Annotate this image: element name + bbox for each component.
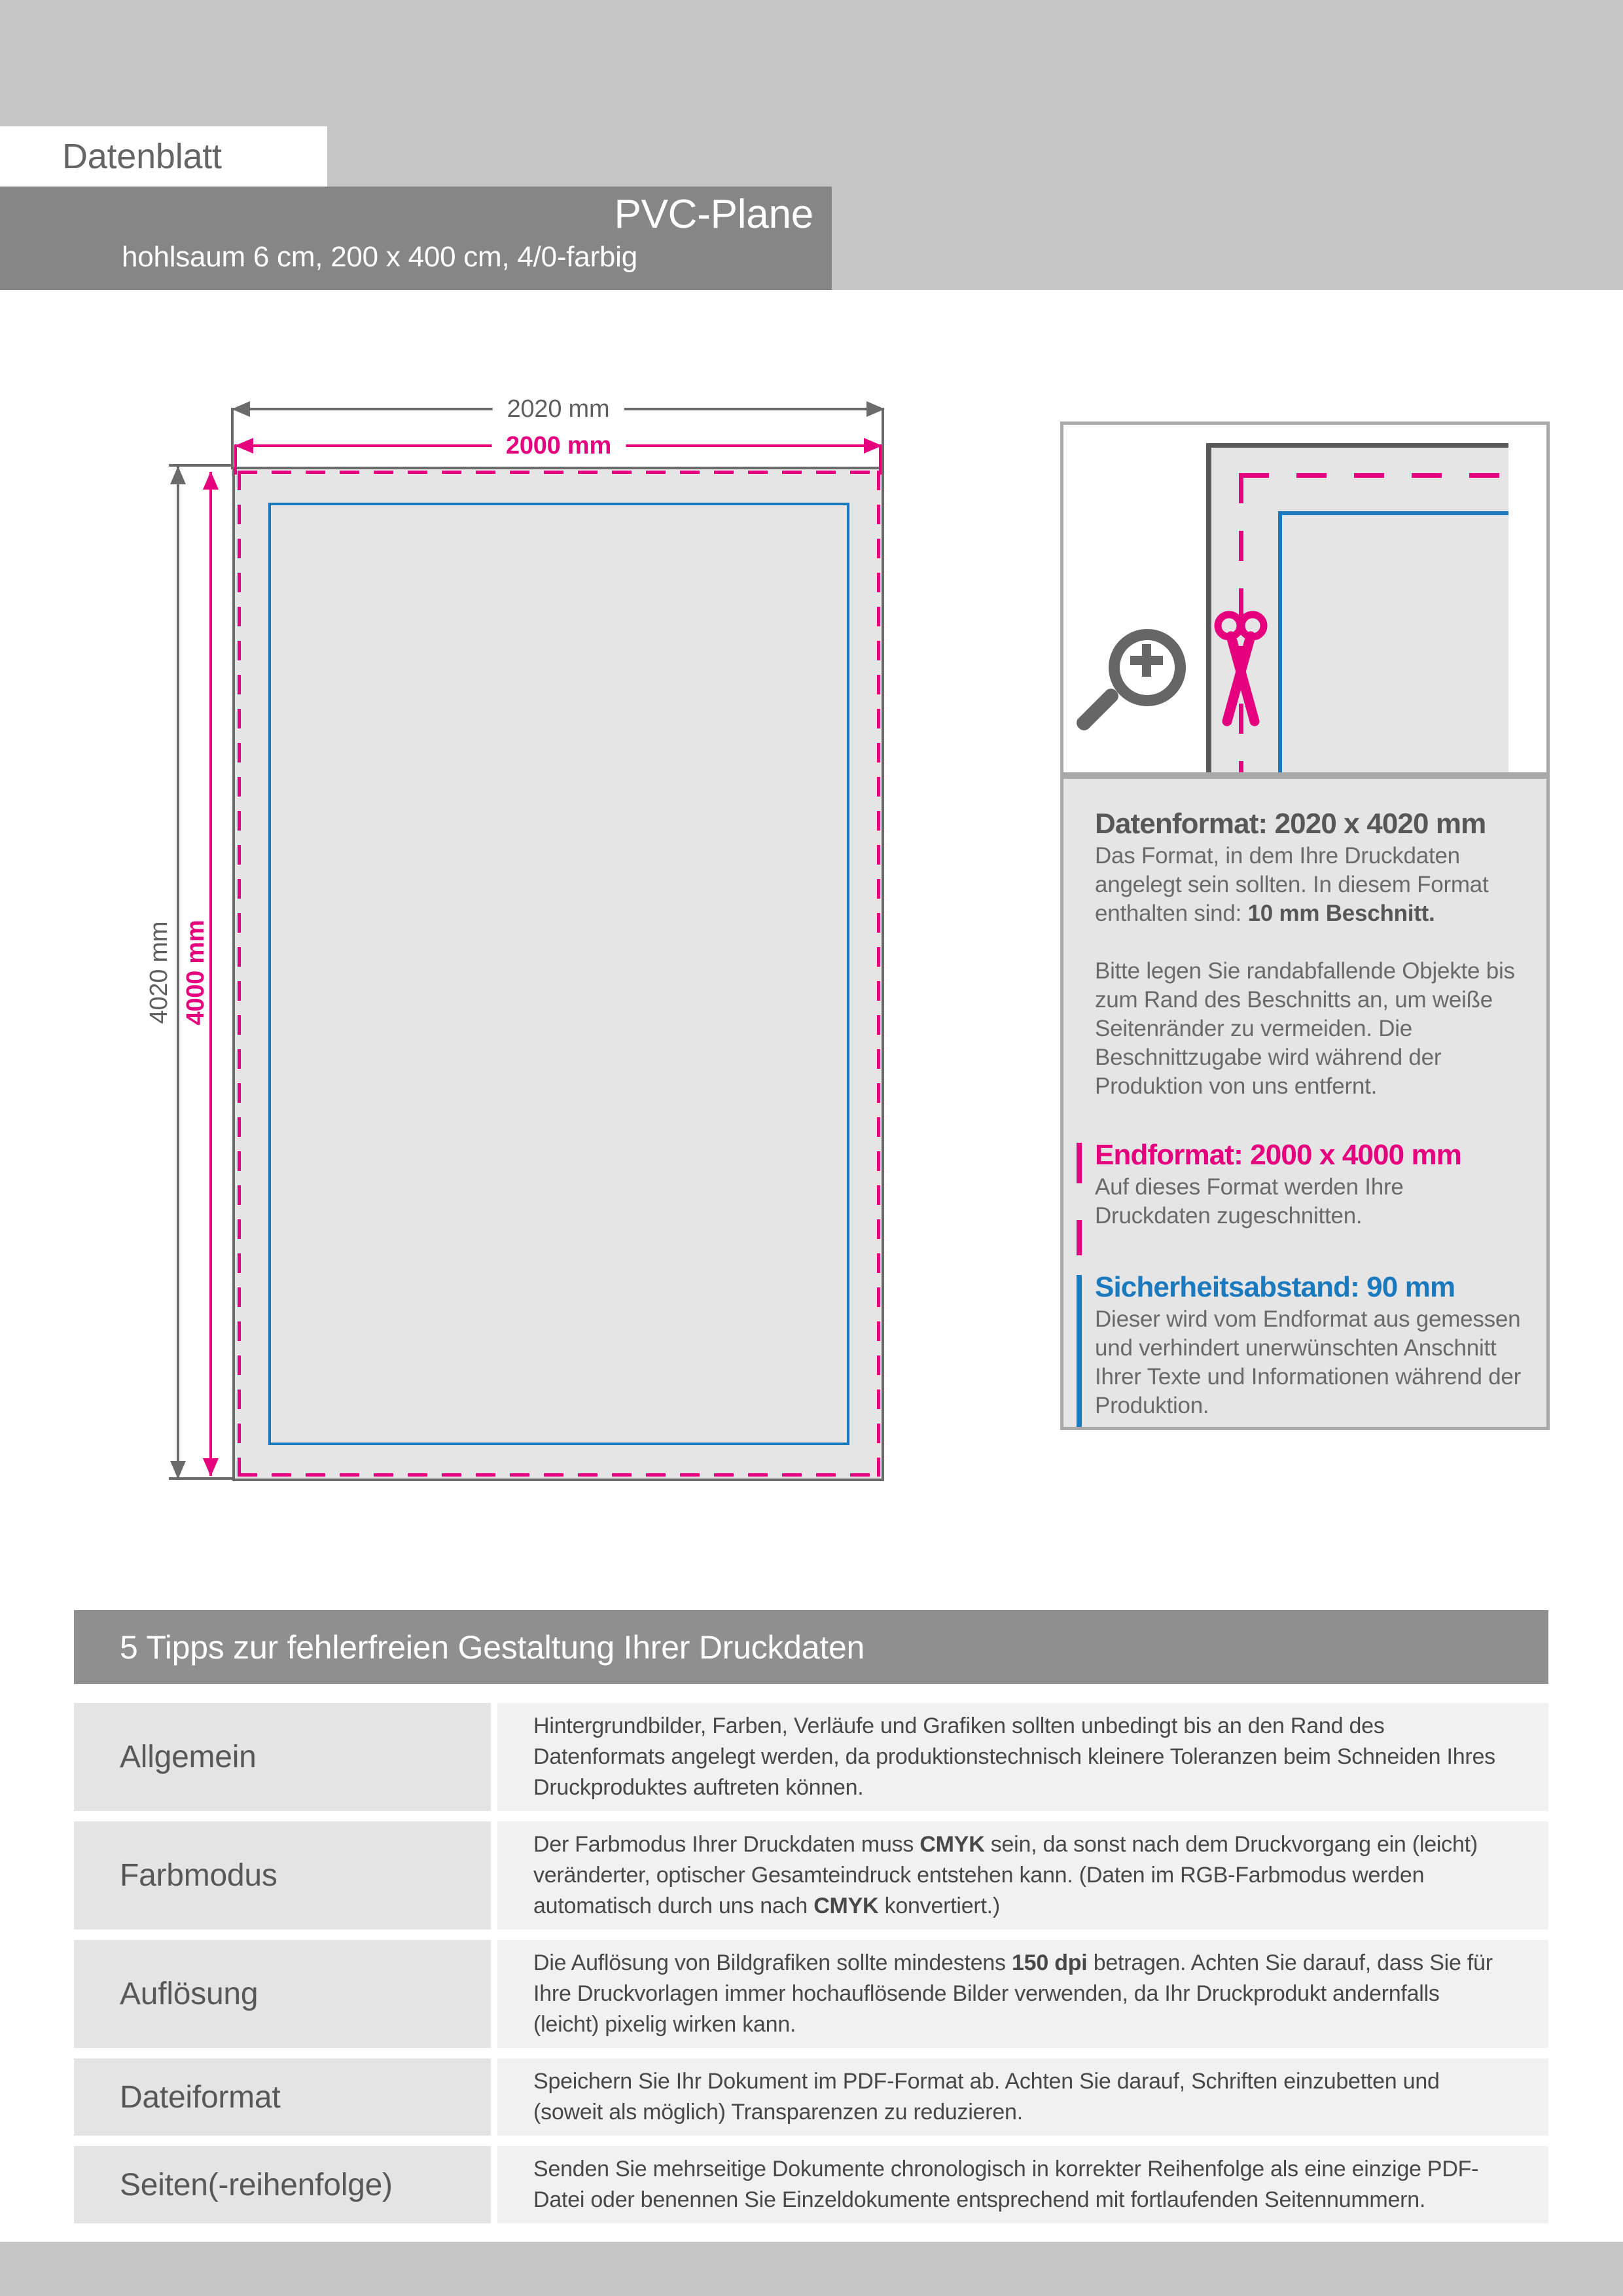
cut-line-left [238, 471, 241, 1477]
sicherheitsabstand-section [1095, 1270, 1524, 1420]
tip-label: Allgemein [120, 1740, 257, 1774]
tips-heading: 5 Tipps zur fehlerfreien Gestaltung Ihrer Druckdaten [120, 1628, 865, 1666]
dimension-width-final [236, 431, 882, 460]
arrowhead-down-icon [170, 1461, 186, 1479]
tip-text [533, 2066, 1503, 2128]
tip-text [533, 1711, 1503, 1803]
tip-label: Seiten(-reihenfolge) [120, 2167, 393, 2202]
cut-indicator-bar [1077, 1143, 1082, 1255]
tip-row-label-allgemein [74, 1703, 491, 1811]
tip-text-part: Senden Sie mehrseitige Dokumente chronologisch in korrekter Reihenfolge als eine einzige PDF-Datei oder benennen Sie Einzeldokumente entsprechend mit fortlaufenden Seitennummern. [533, 2157, 1479, 2212]
dimension-label: 2020 mm [493, 395, 624, 423]
tip-label: Farbmodus [120, 1858, 277, 1893]
tip-row-text-seiten [497, 2146, 1548, 2223]
detail-safety-line-h [1278, 511, 1508, 515]
tip-label: Auflösung [120, 1977, 259, 2011]
doc-label-box [0, 126, 327, 187]
tip-text-part: betragen. Achten Sie darauf, dass Sie für Ihre Druckvorlagen immer hochauflösende Bilder verwenden, da Ihr Druckprodukt andernfalls (leicht) pixelig wirken kann. [533, 1950, 1493, 2037]
tip-text-part: Hintergrundbilder, Farben, Verläufe und Grafiken sollten unbedingt bis an den Rand des Datenformats angelegt werden, da produktionstechnisch kleinere Toleranzen beim Schneiden Ihres Druckproduktes auftreten können. [533, 1713, 1495, 1800]
product-subtitle: hohlsaum 6 cm, 200 x 400 cm, 4/0-farbig [122, 241, 637, 273]
dimension-label-vertical: 4000 mm [182, 920, 209, 1026]
doc-label: Datenblatt [62, 137, 222, 176]
datenformat-body-text: Das Format, in dem Ihre Druckdaten angelegt sein sollten. In diesem Format enthalten sind: [1095, 843, 1489, 926]
cut-line-bottom [238, 1473, 880, 1477]
sicherheitsabstand-body: Dieser wird vom Endformat aus gemessen und verhindert unerwünschten Anschnitt Ihrer Texte und Informationen während der Produktion. [1095, 1306, 1522, 1418]
scissors-icon [1209, 609, 1272, 726]
tip-text-part-bold: 150 dpi [1012, 1950, 1088, 1975]
tip-row-text-allgemein [497, 1703, 1548, 1811]
tip-text [533, 1829, 1503, 1922]
endformat-section [1095, 1138, 1524, 1230]
sicherheitsabstand-heading: Sicherheitsabstand: 90 mm [1095, 1271, 1455, 1303]
endformat-body: Auf dieses Format werden Ihre Druckdaten zugeschnitten. [1095, 1174, 1404, 1229]
datenformat-body [1095, 842, 1524, 928]
magnifier-plus-icon [1130, 656, 1163, 665]
format-info-panel [1060, 776, 1550, 1430]
detail-cut-line-h [1239, 473, 1508, 478]
safety-margin-rect [268, 503, 849, 1445]
dimension-label-vertical: 4020 mm [145, 921, 173, 1024]
tip-row-text-dateiformat [497, 2058, 1548, 2136]
dimension-line [177, 467, 179, 1479]
arrowhead-right-icon [866, 401, 885, 417]
tip-label: Dateiformat [120, 2079, 281, 2115]
arrowhead-right-icon [864, 438, 882, 454]
dimension-label: 2000 mm [491, 431, 626, 460]
product-banner [0, 187, 832, 290]
arrowhead-up-icon [170, 466, 186, 484]
cut-line-right [877, 471, 880, 1477]
footer-band [0, 2242, 1623, 2296]
tip-row-label-farbmodus [74, 1821, 491, 1929]
endformat-heading: Endformat: 2000 x 4000 mm [1095, 1139, 1462, 1171]
tip-text-part: Der Farbmodus Ihrer Druckdaten muss [533, 1832, 920, 1857]
arrowhead-left-icon [235, 438, 253, 454]
detail-safety-line-v [1278, 511, 1282, 772]
tip-text-part: Die Auflösung von Bildgrafiken sollte mindestens [533, 1950, 1012, 1975]
tip-text-part: sein, da sonst nach dem Druckvorgang ein (leicht) veränderter, optischer Gesamteindruck entstehen kann. (Daten im RGB-Farbmodus werden automatisch durch uns nach [533, 1832, 1478, 1918]
bleed-note: Bitte legen Sie randabfallende Objekte bis zum Rand des Beschnitts an, um weiße Seitenränder zu vermeiden. Die Beschnittzugabe wird während der Produktion von uns entfernt. [1095, 958, 1515, 1099]
arrowhead-up-icon [203, 471, 219, 490]
tip-row-label-dateiformat [74, 2058, 491, 2136]
tip-text-part-bold: CMYK [813, 1893, 879, 1918]
cut-line-top [238, 471, 880, 474]
tip-text-part-bold: CMYK [919, 1832, 985, 1857]
tip-text-part: Speichern Sie Ihr Dokument im PDF-Format ab. Achten Sie darauf, Schriften einzubetten und (soweit als möglich) Transparenzen zu reduzieren. [533, 2069, 1440, 2125]
arrowhead-down-icon [203, 1458, 219, 1477]
product-name: PVC-Plane [614, 192, 813, 237]
datenformat-section [1095, 806, 1524, 1101]
tip-row-label-seiten [74, 2146, 491, 2223]
tip-row-label-aufloesung [74, 1940, 491, 2048]
dimension-width-data [232, 395, 884, 423]
datenformat-body-bold: 10 mm Beschnitt. [1247, 901, 1435, 926]
arrowhead-left-icon [232, 401, 250, 417]
tip-text [533, 1948, 1503, 2040]
tip-text-part: konvertiert.) [878, 1893, 1000, 1918]
tips-header-bar [74, 1610, 1548, 1684]
detail-data-edge-top [1206, 443, 1508, 448]
tip-text [533, 2154, 1503, 2215]
tip-row-text-farbmodus [497, 1821, 1548, 1929]
tip-row-text-aufloesung [497, 1940, 1548, 2048]
safety-indicator-bar [1077, 1275, 1082, 1430]
datenformat-heading: Datenformat: 2020 x 4020 mm [1095, 808, 1486, 840]
